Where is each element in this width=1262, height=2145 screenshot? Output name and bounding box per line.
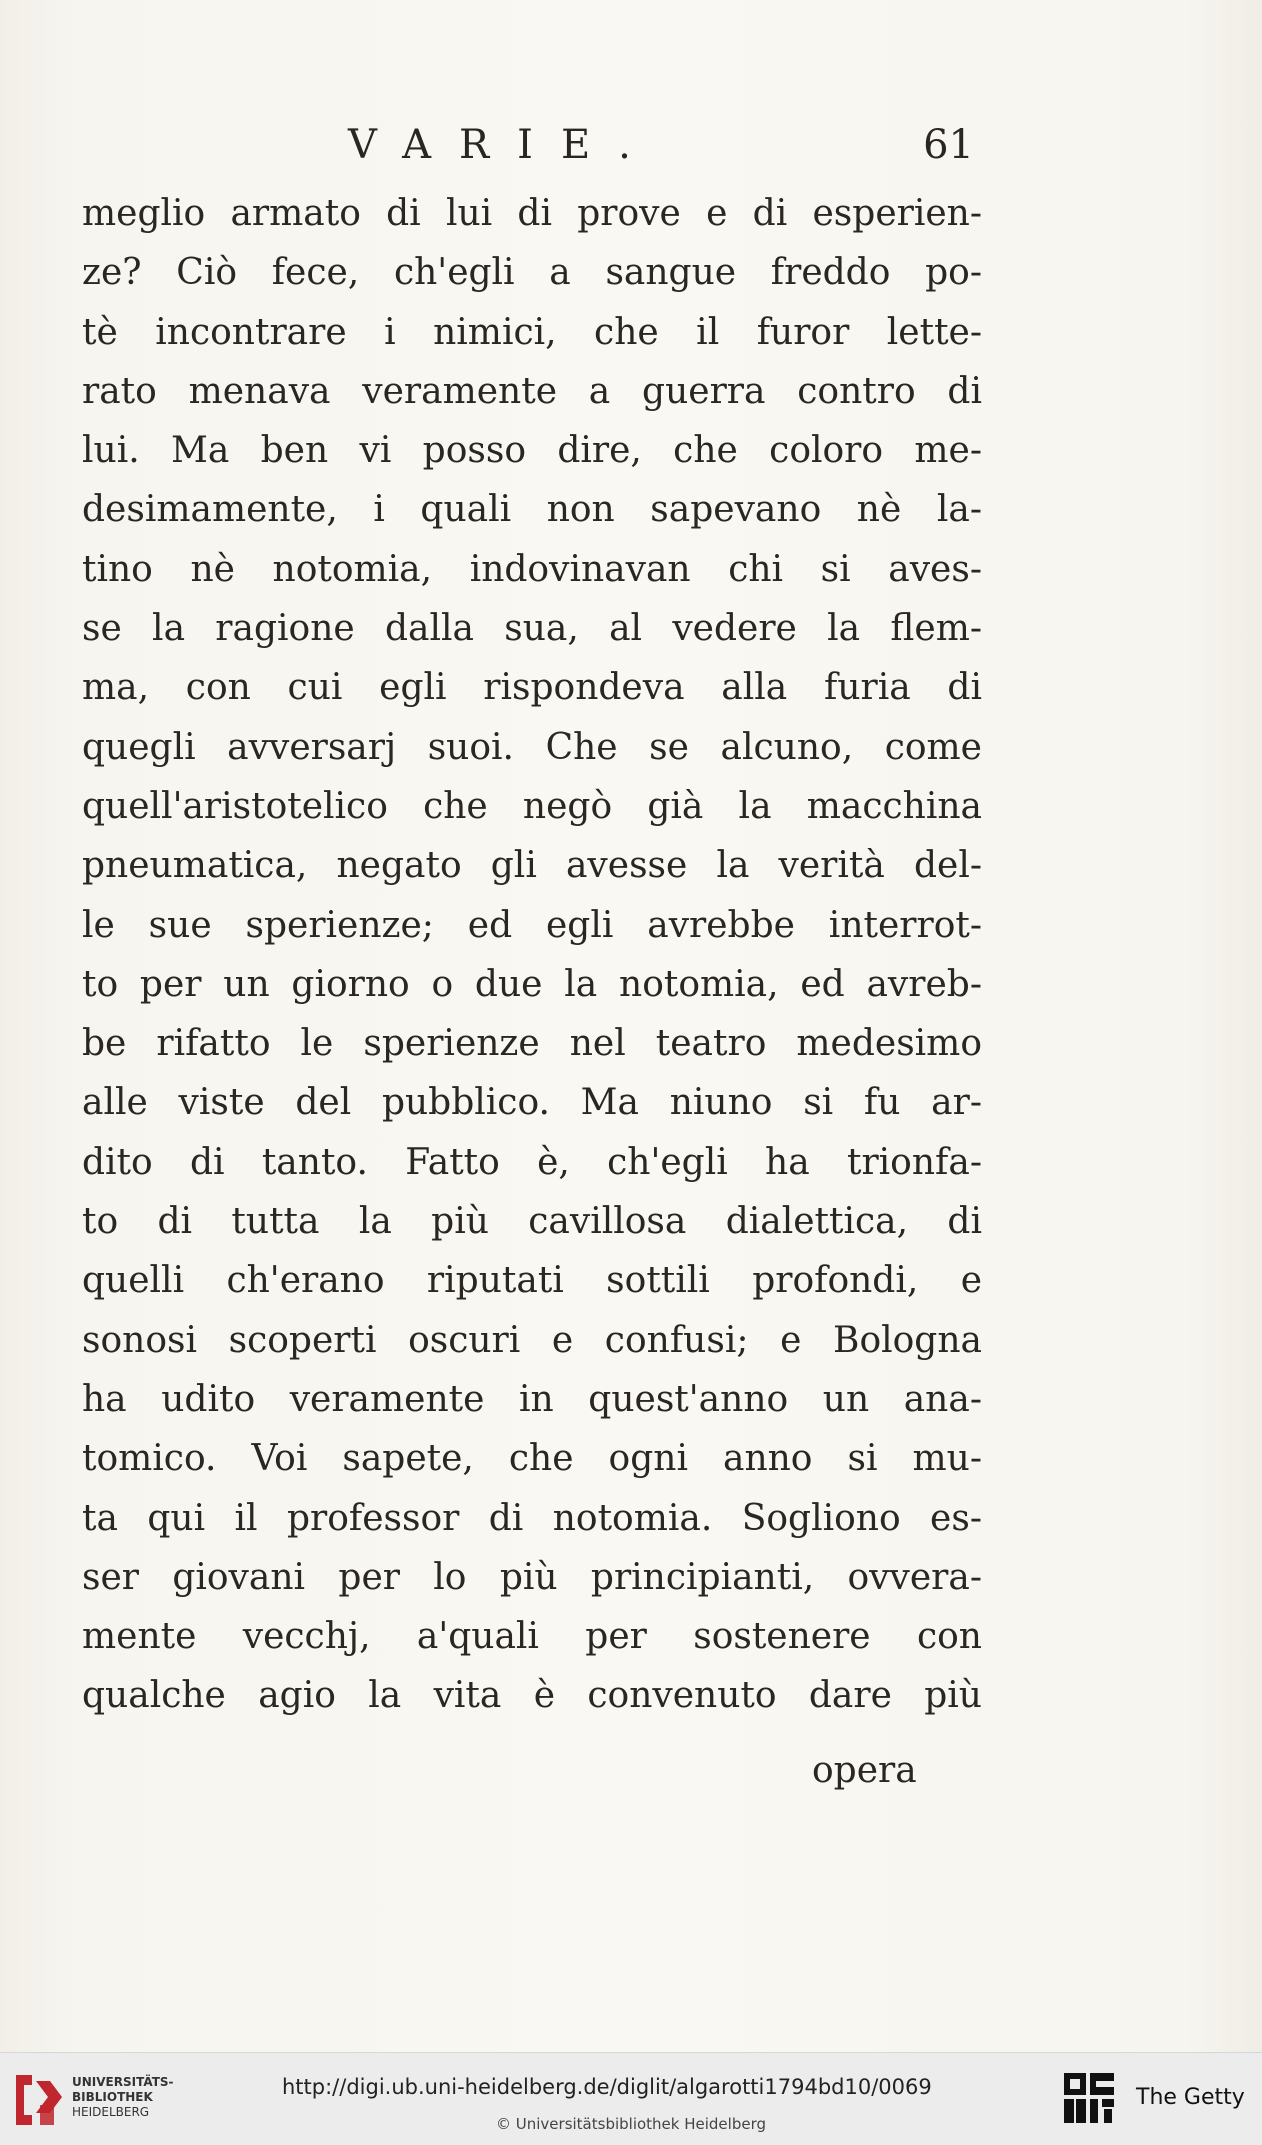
text-line: to di tutta la più cavillosa dialettica, di bbox=[82, 1201, 982, 1243]
text-line: ha udito veramente in quest'anno un ana- bbox=[82, 1378, 982, 1420]
text-line: ze? Ciò fece, ch'egli a sangue freddo po- bbox=[82, 252, 982, 294]
catchword: opera bbox=[812, 1750, 917, 1791]
page-number: 61 bbox=[923, 122, 974, 168]
library-name-line: UNIVERSITÄTS- bbox=[72, 2075, 174, 2089]
library-name-line: BIBLIOTHEK bbox=[72, 2090, 153, 2104]
text-line: dito di tanto. Fatto è, ch'egli ha trionfa- bbox=[82, 1141, 982, 1183]
text-line: quell'aristotelico che negò già la macchina bbox=[82, 785, 982, 827]
library-name[interactable] bbox=[72, 2075, 174, 2120]
partner-name[interactable]: The Getty bbox=[1136, 2085, 1245, 2110]
text-line: le sue sperienze; ed egli avrebbe interrot- bbox=[82, 904, 982, 946]
text-line: sonosi scoperti oscuri e confusi; e Bologna bbox=[82, 1319, 982, 1361]
text-line: rato menava veramente a guerra contro di bbox=[82, 370, 982, 412]
text-line: alle viste del pubblico. Ma niuno si fu ar- bbox=[82, 1082, 982, 1124]
text-line: meglio armato di lui di prove e di esperien- bbox=[82, 193, 982, 234]
text-line: ma, con cui egli rispondeva alla furia di bbox=[82, 667, 982, 709]
text-line: ta qui il professor di notomia. Sogliono es- bbox=[82, 1497, 982, 1539]
getty-logo-icon[interactable] bbox=[1060, 2069, 1118, 2127]
page-header bbox=[348, 122, 974, 182]
text-line: ser giovani per lo più principianti, ovvera- bbox=[82, 1556, 982, 1598]
text-line: mente vecchj, a'quali per sostenere con bbox=[82, 1616, 982, 1658]
viewer-footer bbox=[0, 2052, 1262, 2145]
text-line: be rifatto le sperienze nel teatro medesimo bbox=[82, 1023, 982, 1065]
text-line: lui. Ma ben vi posso dire, che coloro me- bbox=[82, 430, 982, 472]
text-line: se la ragione dalla sua, al vedere la flem- bbox=[82, 608, 982, 650]
copyright-notice: © Universitätsbibliothek Heidelberg bbox=[496, 2115, 767, 2133]
text-line: quelli ch'erano riputati sottili profondi, e bbox=[82, 1260, 982, 1302]
text-line: tomico. Voi sapete, che ogni anno si mu- bbox=[82, 1438, 982, 1480]
text-line: desimamente, i quali non sapevano nè la- bbox=[82, 489, 982, 531]
body-text bbox=[82, 184, 982, 1726]
text-line: tè incontrare i nimici, che il furor lette- bbox=[82, 311, 982, 353]
library-name-line: HEIDELBERG bbox=[72, 2105, 150, 2119]
text-line: pneumatica, negato gli avesse la verità del- bbox=[82, 845, 982, 887]
text-line: tino nè notomia, indovinavan chi si aves- bbox=[82, 548, 982, 590]
university-library-logo-icon[interactable] bbox=[10, 2071, 68, 2129]
text-line: quegli avversarj suoi. Che se alcuno, come bbox=[82, 726, 982, 768]
text-line: to per un giorno o due la notomia, ed avreb- bbox=[82, 963, 982, 1005]
permalink-url[interactable]: http://digi.ub.uni-heidelberg.de/diglit/algarotti1794bd10/0069 bbox=[282, 2075, 932, 2099]
running-title: VARIE. bbox=[348, 122, 659, 168]
text-line: qualche agio la vita è convenuto dare più bbox=[82, 1675, 982, 1717]
